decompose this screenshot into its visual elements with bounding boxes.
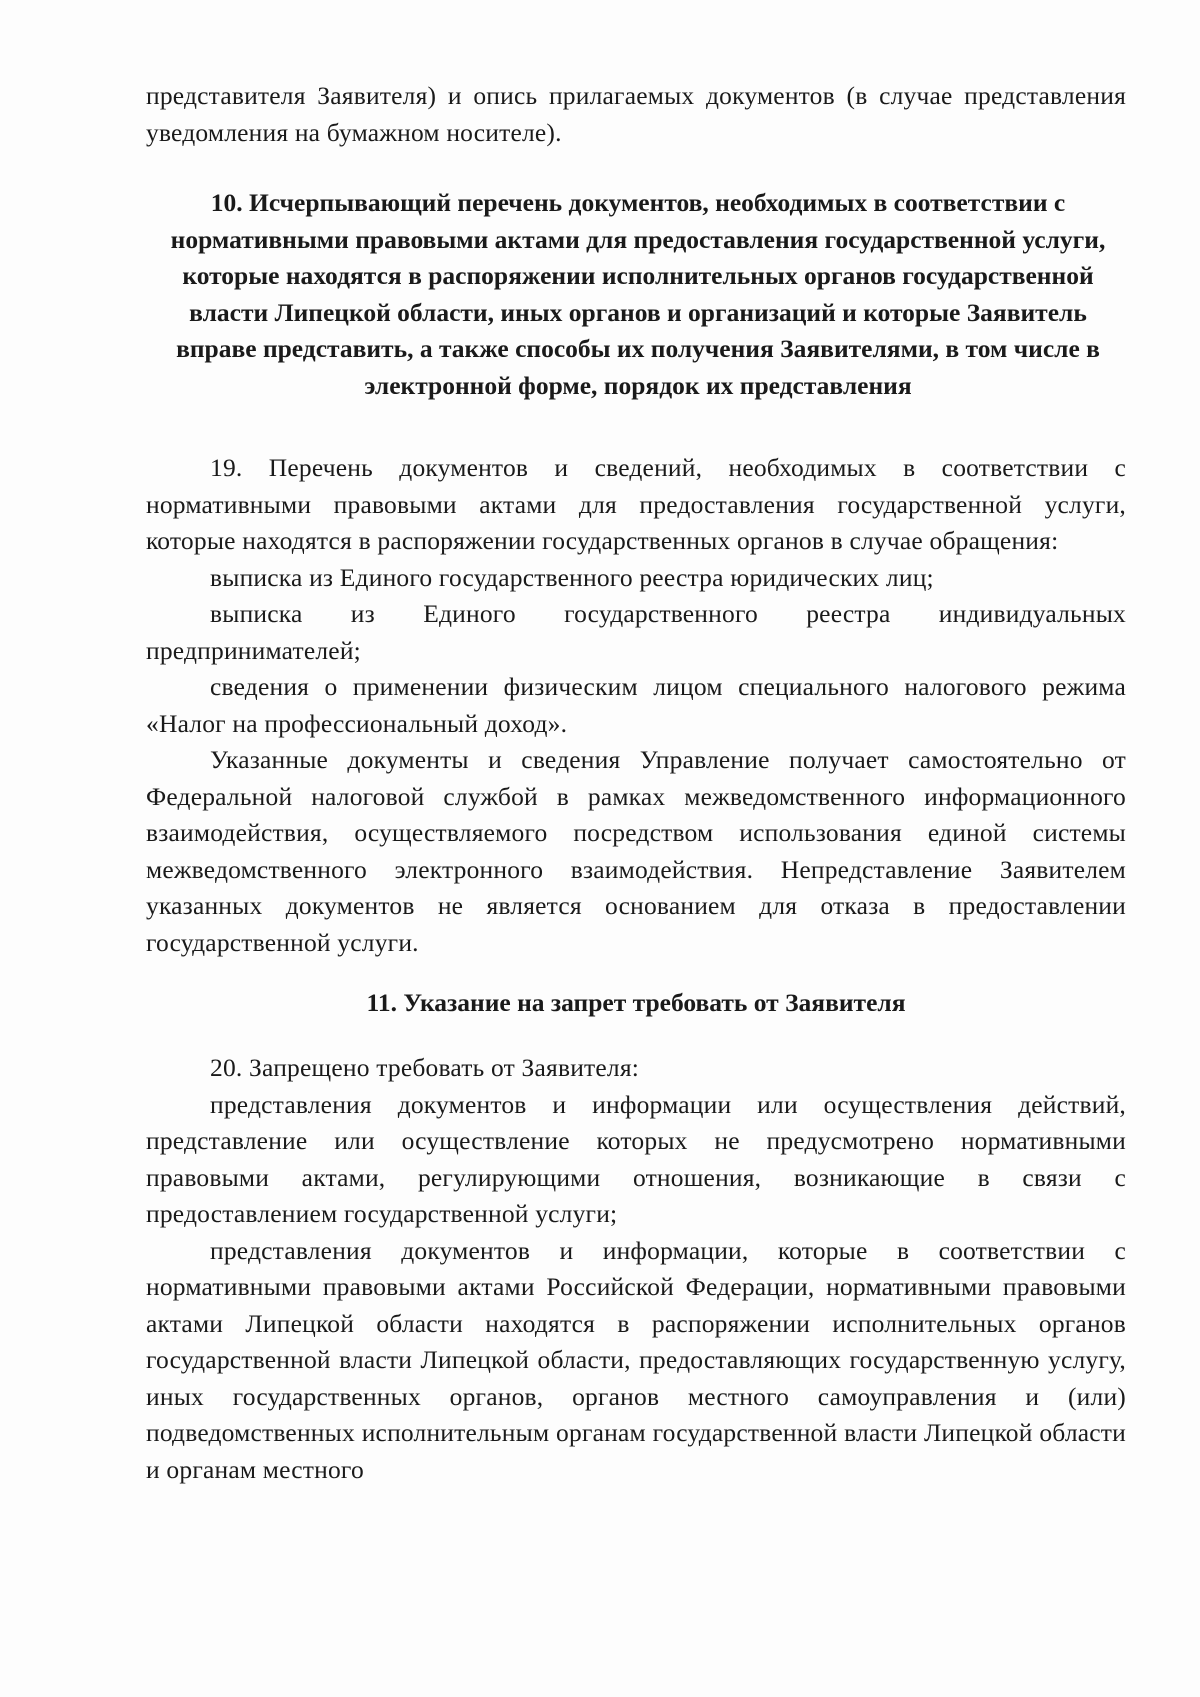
paragraph-19: 19. Перечень документов и сведений, необходимых в соответствии с нормативными правовыми актами для предоставления государственной услуги, которые находятся в распоряжении государственных органов в случае обращения: xyxy=(146,453,1126,555)
list-item-egrul: выписка из Единого государственного реестра юридических лиц; xyxy=(210,562,934,592)
section-10-body xyxy=(146,450,1126,961)
continuation-text-block xyxy=(146,78,1126,151)
paragraph-20: 20. Запрещено требовать от Заявителя: xyxy=(210,1053,640,1082)
paragraph-documents-obtained: Указанные документы и сведения Управление получает самостоятельно от Федеральной налоговой службой в рамках межведомственного информационного взаимодействия, осуществляемого посредством использования единой системы межведомственного электронного взаимодействия. Непредставление Заявителем указанных документов не является основанием для отказа в предоставлении государственной услуги. xyxy=(146,745,1126,957)
section-10-heading: 10. Исчерпывающий перечень документов, необходимых в соответствии с нормативными правовыми актами для предоставления государственной услуги, которые находятся в распоряжении исполнительных органов государственной власти Липецкой области, иных органов и организаций и которые Заявитель вправе представить, а также способы их получения Заявителями, в том числе в электронной форме, порядок их представления xyxy=(170,188,1106,400)
list-item-prohibition-2: представления документов и информации, которые в соответствии с нормативными правовыми актами Российской Федерации, нормативными правовыми актами Липецкой области находятся в распоряжении исполнительных органов государственной власти Липецкой области, предоставляющих государственную услугу, иных государственных органов, органов местного самоуправления и (или) подведомственных исполнительным органам государственной власти Липецкой области и органам местного xyxy=(146,1235,1126,1484)
list-item-prohibition-1: представления документов и информации или осуществления действий, представление или осуществление которых не предусмотрено нормативными правовыми актами, регулирующими отношения, возникающие в связи с предоставлением государственной услуги; xyxy=(146,1089,1126,1228)
list-item-npd: сведения о применении физическим лицом специального налогового режима «Налог на профессиональный доход». xyxy=(146,672,1126,738)
section-11-body xyxy=(146,1050,1126,1488)
list-item-egrip: выписка из Единого государственного реестра индивидуальных предпринимателей; xyxy=(146,599,1126,665)
continuation-paragraph: представителя Заявителя) и опись прилагаемых документов (в случае представления уведомления на бумажном носителе). xyxy=(146,81,1126,147)
section-11-heading: 11. Указание на запрет требовать от Заявителя xyxy=(366,988,906,1017)
